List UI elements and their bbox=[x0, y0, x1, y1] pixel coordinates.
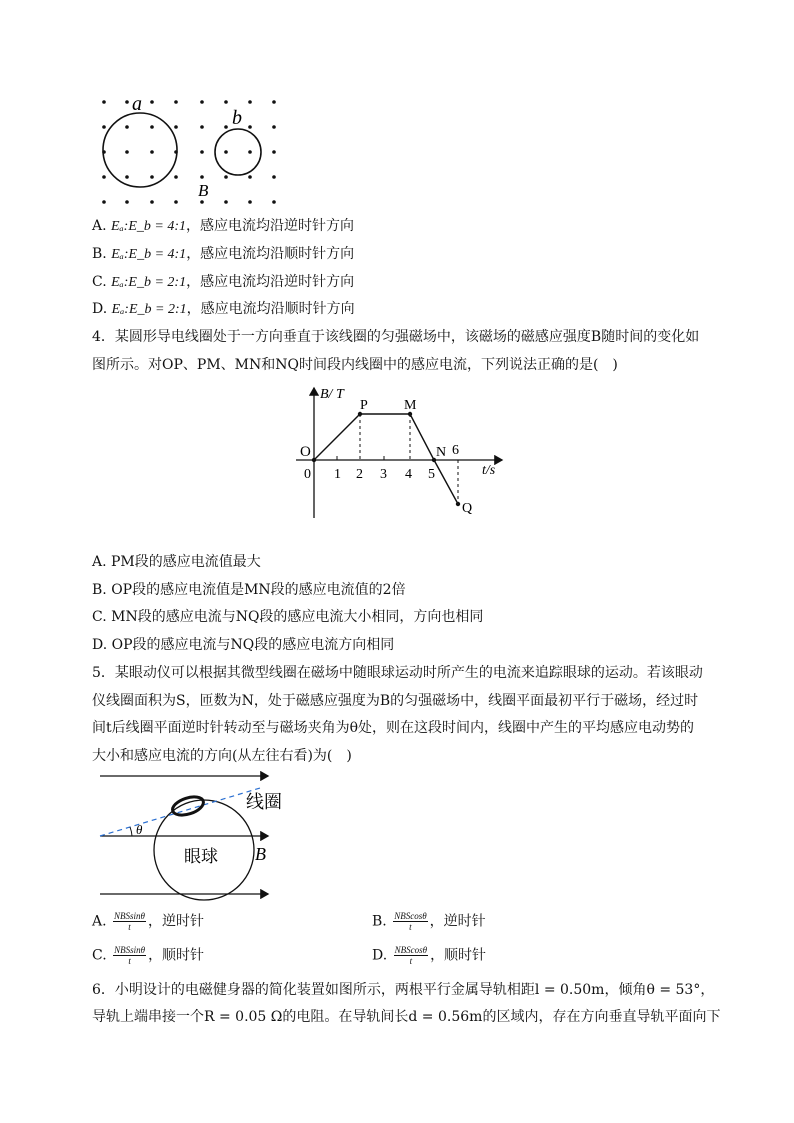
label-B: B bbox=[198, 181, 209, 200]
field-dot bbox=[150, 150, 154, 154]
q5-stem-line4: 大小和感应电流的方向(从左往右看)为( ) bbox=[92, 748, 352, 764]
tick-2: 2 bbox=[356, 467, 363, 482]
field-dot bbox=[150, 200, 154, 204]
point-N: N bbox=[436, 445, 447, 460]
field-dot bbox=[272, 175, 276, 179]
q3-option-b: B. Eₐ:E_b = 4:1，感应电流均沿顺时针方向 bbox=[92, 246, 355, 262]
field-dot bbox=[224, 175, 228, 179]
field-dot bbox=[125, 150, 129, 154]
field-dot bbox=[200, 100, 204, 104]
coil-label: 线圈 bbox=[246, 792, 282, 812]
q5-option-a: A. $\frac{\text{NBSsinθ}}{t}$ ，逆时针 bbox=[92, 911, 204, 932]
field-dot bbox=[125, 200, 129, 204]
field-dot bbox=[102, 125, 106, 129]
field-dot bbox=[224, 200, 228, 204]
field-dot bbox=[200, 175, 204, 179]
field-dot bbox=[248, 100, 252, 104]
field-dot bbox=[272, 100, 276, 104]
y-axis-label: B/ T bbox=[320, 387, 344, 402]
point-M: M bbox=[404, 398, 417, 413]
q3-option-a: A. Eₐ:E_b = 4:1，感应电流均沿逆时针方向 bbox=[92, 218, 354, 234]
field-dot bbox=[174, 100, 178, 104]
field-dot bbox=[150, 175, 154, 179]
loop-a bbox=[103, 113, 177, 187]
field-dot bbox=[125, 100, 129, 104]
label-a: a bbox=[132, 93, 142, 115]
coil bbox=[170, 793, 205, 818]
field-dot bbox=[200, 200, 204, 204]
q4-stem-line1: 4．某圆形导电线圈处于一方向垂直于该线圈的匀强磁场中，该磁场的磁感应强度B随时间的变化如 bbox=[92, 329, 700, 345]
field-dot bbox=[224, 100, 228, 104]
q5-stem-line1: 5．某眼动仪可以根据其微型线圈在磁场中随眼球运动时所产生的电流来追踪眼球的运动。若该眼动 bbox=[92, 665, 703, 681]
b-t-graph bbox=[290, 384, 510, 524]
field-dot bbox=[248, 125, 252, 129]
point-P: P bbox=[360, 398, 368, 413]
q6-stem-line2: 导轨上端串接一个R = 0.05 Ω的电阻。在导轨间长d = 0.56m的区域内，存在方向垂直导轨平面向下 bbox=[92, 1009, 721, 1025]
q5-option-b: B. $\frac{\text{NBScosθ}}{t}$ ，逆时针 bbox=[372, 911, 486, 932]
eye-figure bbox=[92, 770, 302, 905]
tick-1: 1 bbox=[334, 467, 341, 482]
q5-option-d: D. $\frac{\text{NBScosθ}}{t}$ ，顺时针 bbox=[372, 945, 487, 966]
field-dot bbox=[224, 150, 228, 154]
label-b: b bbox=[232, 107, 242, 129]
b-label: B bbox=[255, 844, 266, 864]
field-dot bbox=[200, 125, 204, 129]
field-dot bbox=[224, 125, 228, 129]
field-dot bbox=[102, 200, 106, 204]
field-dot bbox=[248, 150, 252, 154]
q4-option-c: C. MN段的感应电流与NQ段的感应电流大小相同，方向也相同 bbox=[92, 609, 484, 625]
q3-option-d: D. Eₐ:E_b = 2:1，感应电流均沿顺时针方向 bbox=[92, 301, 355, 317]
field-dot bbox=[102, 100, 106, 104]
q5-option-c: C. $\frac{\text{NBSsinθ}}{t}$ ，顺时针 bbox=[92, 945, 205, 966]
x-axis-label: t/s bbox=[482, 463, 496, 478]
field-dot bbox=[125, 125, 129, 129]
q4-option-b: B. OP段的感应电流值是MN段的感应电流值的2倍 bbox=[92, 582, 406, 598]
field-dot bbox=[174, 125, 178, 129]
field-dot bbox=[272, 200, 276, 204]
field-dot bbox=[150, 125, 154, 129]
field-dot bbox=[102, 175, 106, 179]
field-dot bbox=[150, 100, 154, 104]
eye-label: 眼球 bbox=[184, 847, 218, 866]
loops-figure bbox=[92, 92, 282, 204]
field-dot bbox=[174, 200, 178, 204]
q5-stem-line2: 仪线圈面积为S，匝数为N，处于磁感应强度为B的匀强磁场中，线圈平面最初平行于磁场，经过时 bbox=[92, 693, 699, 709]
tick-3: 3 bbox=[380, 467, 387, 482]
tick-6: 6 bbox=[452, 443, 459, 458]
field-dot bbox=[272, 125, 276, 129]
loop-b bbox=[215, 129, 261, 175]
field-dot bbox=[200, 150, 204, 154]
q3-option-c: C. Eₐ:E_b = 2:1，感应电流均沿逆时针方向 bbox=[92, 274, 355, 290]
field-dot bbox=[248, 200, 252, 204]
q6-stem-line1: 6．小明设计的电磁健身器的简化装置如图所示，两根平行金属导轨相距l = 0.50m，倾角θ = 53°， bbox=[92, 982, 715, 998]
q4-stem-line2: 图所示。对OP、PM、MN和NQ时间段内线圈中的感应电流，下列说法正确的是( ) bbox=[92, 357, 618, 373]
tick-4: 4 bbox=[405, 467, 412, 482]
point-Q: Q bbox=[462, 501, 473, 516]
origin-label: O bbox=[300, 444, 311, 460]
theta-label: θ bbox=[136, 822, 143, 837]
q5-stem-line3: 间t后线圈平面逆时针转动至与磁场夹角为θ处，则在这段时间内，线圈中产生的平均感应电动势的 bbox=[92, 720, 695, 736]
field-dot bbox=[248, 175, 252, 179]
q4-option-a: A. PM段的感应电流值最大 bbox=[92, 554, 261, 570]
tick-0: 0 bbox=[304, 467, 311, 482]
field-dot bbox=[272, 150, 276, 154]
tick-5: 5 bbox=[428, 467, 435, 482]
field-dot bbox=[174, 175, 178, 179]
q4-option-d: D. OP段的感应电流与NQ段的感应电流方向相同 bbox=[92, 637, 395, 653]
field-dot bbox=[125, 175, 129, 179]
